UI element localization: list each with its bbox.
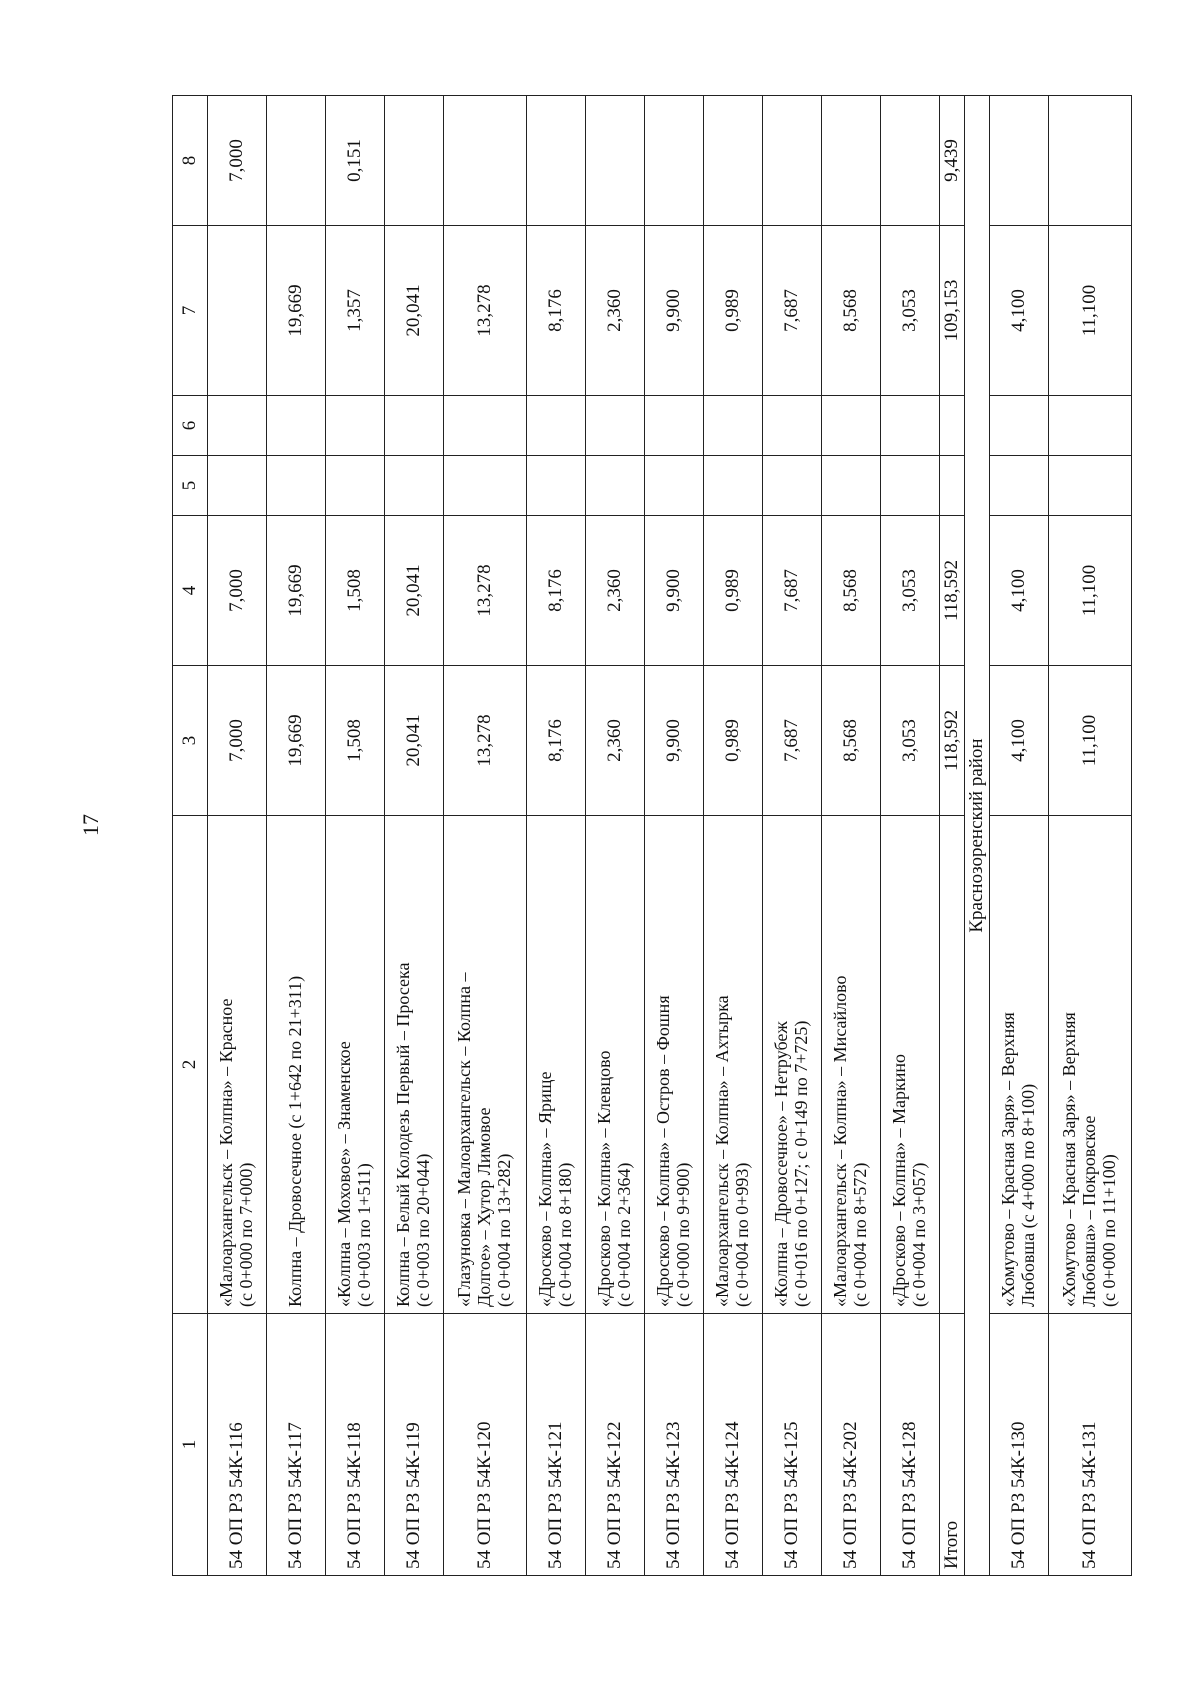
road-code-cell: 54 ОП РЗ 54К-118 bbox=[326, 1314, 385, 1576]
value-cell-c3: 3,053 bbox=[881, 666, 940, 816]
value-cell-c6 bbox=[881, 396, 940, 456]
value-cell-c5 bbox=[527, 456, 586, 516]
road-name-line: (с 0+004 по 8+572) bbox=[850, 1162, 870, 1307]
value-cell-c4: 1,508 bbox=[326, 516, 385, 666]
table-row bbox=[208, 96, 267, 1576]
road-name-line: «Малоархангельск – Колпна» – Ахтырка bbox=[712, 995, 733, 1307]
road-name-line: «Глазуновка – Малоархангельск – Колпна – bbox=[454, 972, 475, 1307]
value-cell-c4: 7,687 bbox=[763, 516, 822, 666]
road-code-cell: 54 ОП РЗ 54К-130 bbox=[990, 1314, 1049, 1576]
header-cell: 8 bbox=[173, 96, 208, 226]
value-cell-c8 bbox=[763, 96, 822, 226]
value-cell-c8: 0,151 bbox=[326, 96, 385, 226]
header-cell: 2 bbox=[173, 816, 208, 1314]
road-name-line: (с 0+000 по 9+900) bbox=[673, 1162, 693, 1307]
road-code-cell: 54 ОП РЗ 54К-121 bbox=[527, 1314, 586, 1576]
value-cell-c7: 4,100 bbox=[990, 226, 1049, 396]
road-name-line: «Дросково – Колпна» – Клевцово bbox=[594, 1050, 615, 1307]
value-cell-c8 bbox=[385, 96, 444, 226]
road-name-line: «Малоархангельск – Колпна» – Мисайлово bbox=[830, 975, 851, 1307]
value-cell-c4: 8,568 bbox=[822, 516, 881, 666]
value-cell-c3: 20,041 bbox=[385, 666, 444, 816]
value-cell-c3: 7,687 bbox=[763, 666, 822, 816]
road-code-cell: 54 ОП РЗ 54К-123 bbox=[645, 1314, 704, 1576]
value-cell-c7: 3,053 bbox=[881, 226, 940, 396]
value-cell-c7: 8,176 bbox=[527, 226, 586, 396]
road-code-cell: 54 ОП РЗ 54К-117 bbox=[267, 1314, 326, 1576]
value-cell-c4: 8,176 bbox=[527, 516, 586, 666]
road-name-line: (с 0+004 по 13+282) bbox=[493, 1153, 514, 1307]
value-cell-c7: 19,669 bbox=[267, 226, 326, 396]
value-cell-c5 bbox=[822, 456, 881, 516]
table-row bbox=[527, 96, 586, 1576]
road-code-cell: 54 ОП РЗ 54К-124 bbox=[704, 1314, 763, 1576]
value-cell-c8 bbox=[704, 96, 763, 226]
road-code-cell: 54 ОП РЗ 54К-131 bbox=[1049, 1314, 1132, 1576]
road-name-cell bbox=[822, 816, 881, 1314]
total-value-c4: 118,592 bbox=[940, 516, 965, 666]
road-name-line: «Хомутово – Красная Заря» – Верхняя bbox=[1059, 1012, 1080, 1307]
value-cell-c5 bbox=[444, 456, 527, 516]
header-cell: 5 bbox=[173, 456, 208, 516]
road-name-cell bbox=[763, 816, 822, 1314]
total-value-c3: 118,592 bbox=[940, 666, 965, 816]
value-cell-c7: 2,360 bbox=[586, 226, 645, 396]
value-cell-c6 bbox=[208, 396, 267, 456]
value-cell-c5 bbox=[586, 456, 645, 516]
header-cell: 3 bbox=[173, 666, 208, 816]
value-cell-c7: 11,100 bbox=[1049, 226, 1132, 396]
road-name-line: (с 0+004 по 0+993) bbox=[732, 1162, 752, 1307]
road-name-cell bbox=[326, 816, 385, 1314]
value-cell-c6 bbox=[704, 396, 763, 456]
value-cell-c6 bbox=[645, 396, 704, 456]
page-number: 17 bbox=[78, 814, 103, 836]
value-cell-c7: 7,687 bbox=[763, 226, 822, 396]
header-cell: 6 bbox=[173, 396, 208, 456]
value-cell-c4: 20,041 bbox=[385, 516, 444, 666]
value-cell-c4: 19,669 bbox=[267, 516, 326, 666]
value-cell-c3: 9,900 bbox=[645, 666, 704, 816]
value-cell-c4: 9,900 bbox=[645, 516, 704, 666]
road-name-line: (с 0+004 по 2+364) bbox=[614, 1162, 634, 1307]
value-cell-c5 bbox=[267, 456, 326, 516]
value-cell-c3: 19,669 bbox=[267, 666, 326, 816]
road-name-line: Колпна – Белый Колодезь Первый – Просека bbox=[393, 962, 414, 1307]
value-cell-c3: 8,176 bbox=[527, 666, 586, 816]
table-row bbox=[385, 96, 444, 1576]
header-cell: 7 bbox=[173, 226, 208, 396]
road-name-line: «Дросково – Колпна» – Ярище bbox=[535, 1071, 556, 1307]
table-row bbox=[990, 96, 1049, 1576]
road-name-cell bbox=[385, 816, 444, 1314]
value-cell-c3: 1,508 bbox=[326, 666, 385, 816]
value-cell-c8 bbox=[444, 96, 527, 226]
road-name-cell bbox=[267, 816, 326, 1314]
value-cell-c3: 8,568 bbox=[822, 666, 881, 816]
table-row bbox=[822, 96, 881, 1576]
value-cell-c8 bbox=[990, 96, 1049, 226]
roads-table bbox=[172, 95, 1132, 1576]
value-cell-c6 bbox=[822, 396, 881, 456]
road-code-cell: 54 ОП РЗ 54К-119 bbox=[385, 1314, 444, 1576]
value-cell-c6 bbox=[1049, 396, 1132, 456]
value-cell-c7: 13,278 bbox=[444, 226, 527, 396]
value-cell-c4: 7,000 bbox=[208, 516, 267, 666]
value-cell-c7: 9,900 bbox=[645, 226, 704, 396]
value-cell-c8 bbox=[586, 96, 645, 226]
road-name-line: «Хомутово – Красная Заря» – Верхняя bbox=[998, 1012, 1019, 1307]
road-name-cell bbox=[208, 816, 267, 1314]
value-cell-c4: 3,053 bbox=[881, 516, 940, 666]
road-name-line: «Дросково – Колпна» – Остров – Фошня bbox=[653, 995, 674, 1307]
value-cell-c3: 4,100 bbox=[990, 666, 1049, 816]
road-name-line: «Колпна – Моховое» – Знаменское bbox=[334, 1041, 355, 1307]
value-cell-c6 bbox=[586, 396, 645, 456]
road-code-cell: 54 ОП РЗ 54К-120 bbox=[444, 1314, 527, 1576]
road-name-line: Колпна – Дровосечное (с 1+642 по 21+311) bbox=[285, 975, 306, 1307]
road-code-cell: 54 ОП РЗ 54К-122 bbox=[586, 1314, 645, 1576]
value-cell-c4: 4,100 bbox=[990, 516, 1049, 666]
value-cell-c6 bbox=[385, 396, 444, 456]
table-row bbox=[1049, 96, 1132, 1576]
road-name-cell bbox=[586, 816, 645, 1314]
value-cell-c8 bbox=[645, 96, 704, 226]
value-cell-c4: 2,360 bbox=[586, 516, 645, 666]
value-cell-c6 bbox=[763, 396, 822, 456]
road-name-cell bbox=[1049, 816, 1132, 1314]
value-cell-c6 bbox=[444, 396, 527, 456]
value-cell-c5 bbox=[763, 456, 822, 516]
value-cell-c5 bbox=[704, 456, 763, 516]
road-name-cell bbox=[444, 816, 527, 1314]
value-cell-c3: 7,000 bbox=[208, 666, 267, 816]
value-cell-c6 bbox=[527, 396, 586, 456]
road-name-line: (с 0+000 по 11+100) bbox=[1098, 1154, 1119, 1307]
region-title-cell: Краснозоренский район bbox=[965, 96, 990, 1576]
value-cell-c6 bbox=[990, 396, 1049, 456]
road-name-line: «Колпна – Дровосечное» – Нетрубеж bbox=[771, 1021, 792, 1307]
value-cell-c5 bbox=[385, 456, 444, 516]
value-cell-c7 bbox=[208, 226, 267, 396]
value-cell-c4: 13,278 bbox=[444, 516, 527, 666]
total-value-c7: 109,153 bbox=[940, 226, 965, 396]
road-name-line: Долгое» – Хутор Лимовое bbox=[474, 1107, 495, 1307]
road-code-cell: 54 ОП РЗ 54К-125 bbox=[763, 1314, 822, 1576]
value-cell-c8 bbox=[1049, 96, 1132, 226]
road-name-line: Любовша (с 4+000 по 8+100) bbox=[1018, 1083, 1038, 1307]
value-cell-c8 bbox=[822, 96, 881, 226]
value-cell-c7: 0,989 bbox=[704, 226, 763, 396]
total-label-cell: Итого bbox=[940, 1314, 965, 1576]
table-row bbox=[444, 96, 527, 1576]
header-cell: 1 bbox=[173, 1314, 208, 1576]
roads-table-rotated bbox=[172, 96, 1119, 1576]
road-code-cell: 54 ОП РЗ 54К-202 bbox=[822, 1314, 881, 1576]
road-name-cell bbox=[990, 816, 1049, 1314]
value-cell-c4: 11,100 bbox=[1049, 516, 1132, 666]
table-row bbox=[763, 96, 822, 1576]
value-cell-c8 bbox=[881, 96, 940, 226]
region-row bbox=[965, 96, 990, 1576]
total-row bbox=[940, 96, 965, 1576]
table-body bbox=[173, 96, 1132, 1576]
value-cell-c8: 7,000 bbox=[208, 96, 267, 226]
value-cell-c3: 11,100 bbox=[1049, 666, 1132, 816]
value-cell-c3: 0,989 bbox=[704, 666, 763, 816]
value-cell-c5 bbox=[990, 456, 1049, 516]
table-row bbox=[586, 96, 645, 1576]
road-name-line: (с 0+004 по 3+057) bbox=[909, 1162, 929, 1307]
value-cell-c7: 20,041 bbox=[385, 226, 444, 396]
value-cell-c7: 8,568 bbox=[822, 226, 881, 396]
value-cell-c6 bbox=[267, 396, 326, 456]
road-code-cell: 54 ОП РЗ 54К-116 bbox=[208, 1314, 267, 1576]
value-cell-c3: 2,360 bbox=[586, 666, 645, 816]
road-code-cell: 54 ОП РЗ 54К-128 bbox=[881, 1314, 940, 1576]
total-value-c5 bbox=[940, 456, 965, 516]
value-cell-c5 bbox=[208, 456, 267, 516]
table-row bbox=[881, 96, 940, 1576]
total-value-c8: 9,439 bbox=[940, 96, 965, 226]
value-cell-c6 bbox=[326, 396, 385, 456]
table-row bbox=[645, 96, 704, 1576]
road-name-line: (с 0+003 по 1+511) bbox=[354, 1163, 374, 1307]
table-row bbox=[704, 96, 763, 1576]
value-cell-c5 bbox=[326, 456, 385, 516]
header-row bbox=[173, 96, 208, 1576]
road-name-line: (с 0+003 по 20+044) bbox=[413, 1153, 433, 1307]
value-cell-c7: 1,357 bbox=[326, 226, 385, 396]
table-row bbox=[267, 96, 326, 1576]
value-cell-c4: 0,989 bbox=[704, 516, 763, 666]
header-cell: 4 bbox=[173, 516, 208, 666]
road-name-line: «Дросково – Колпна» – Маркино bbox=[889, 1053, 910, 1307]
road-name-line: (с 0+000 по 7+000) bbox=[236, 1162, 256, 1307]
total-empty-cell bbox=[940, 816, 965, 1314]
road-name-cell bbox=[645, 816, 704, 1314]
total-value-c6 bbox=[940, 396, 965, 456]
table-row bbox=[326, 96, 385, 1576]
value-cell-c5 bbox=[881, 456, 940, 516]
road-name-cell bbox=[704, 816, 763, 1314]
value-cell-c5 bbox=[1049, 456, 1132, 516]
road-name-line: (с 0+016 по 0+127; с 0+149 по 7+725) bbox=[791, 1020, 811, 1307]
road-name-line: (с 0+004 по 8+180) bbox=[555, 1162, 575, 1307]
value-cell-c8 bbox=[527, 96, 586, 226]
road-name-line: «Малоархангельск – Колпна» – Красное bbox=[216, 998, 237, 1307]
road-name-cell bbox=[527, 816, 586, 1314]
value-cell-c5 bbox=[645, 456, 704, 516]
road-name-line: Любовша» – Покровское bbox=[1079, 1115, 1100, 1307]
value-cell-c3: 13,278 bbox=[444, 666, 527, 816]
road-name-cell bbox=[881, 816, 940, 1314]
value-cell-c8 bbox=[267, 96, 326, 226]
